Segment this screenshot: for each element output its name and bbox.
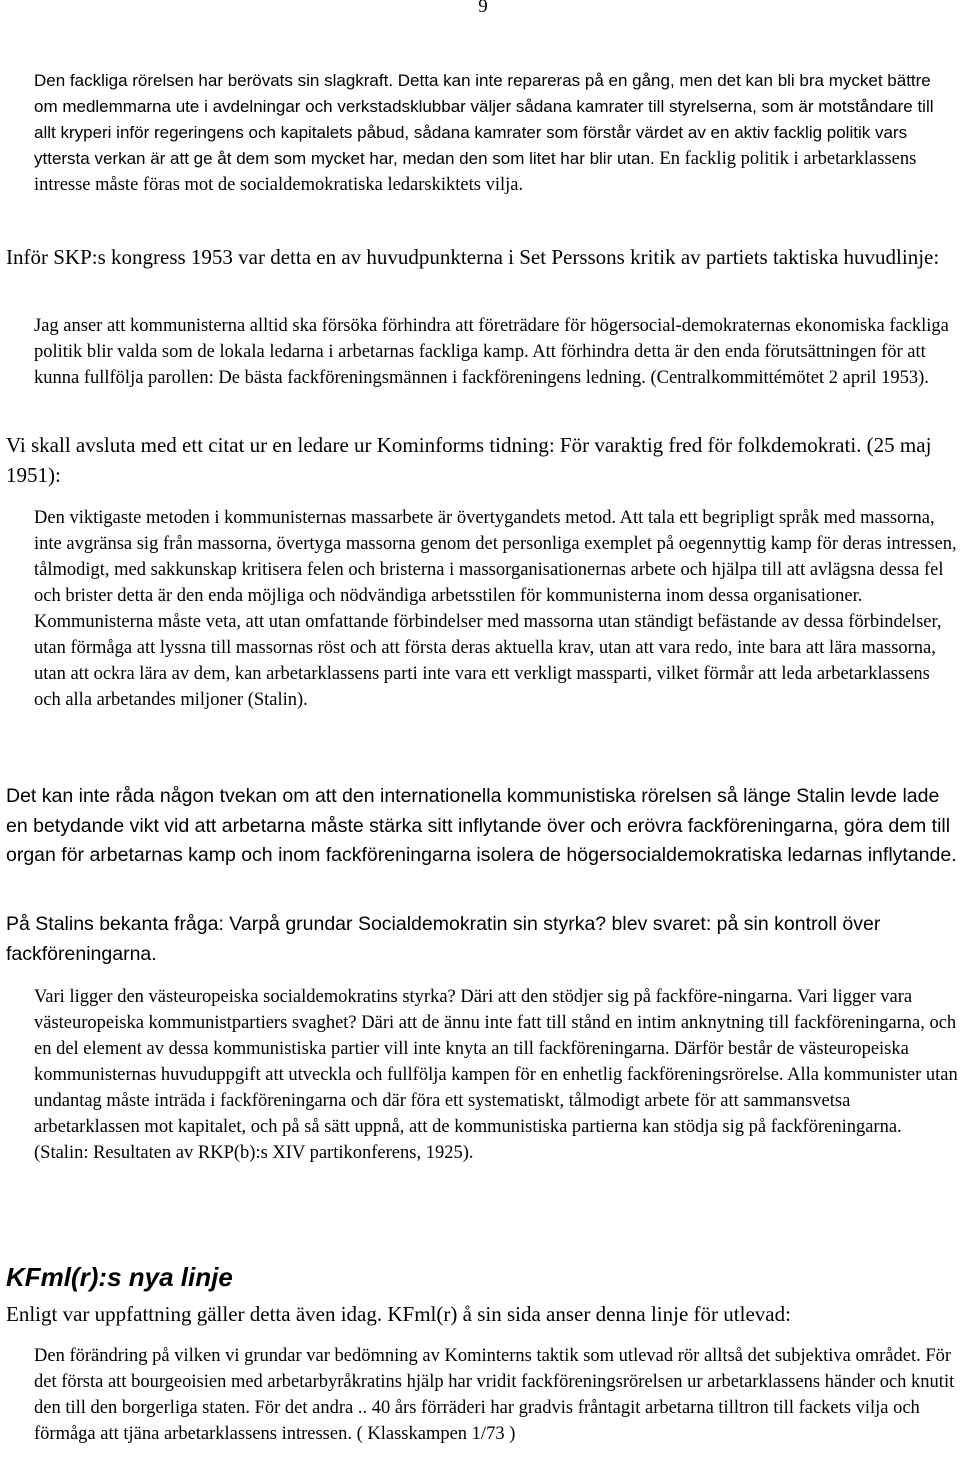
section-heading: KFml(r):s nya linje bbox=[6, 1262, 233, 1292]
quote-4-source: (Stalin: Resultaten av RKP(b):s XIV partikonferens, 1925). bbox=[34, 1143, 474, 1163]
paragraph-1: Inför SKP:s kongress 1953 var detta en av huvudpunkterna i Set Perssons kritik av partiets taktiska huvudlinje: bbox=[6, 245, 940, 269]
paragraph-4: På Stalins bekanta fråga: Varpå grundar Socialdemokratin sin styrka? blev svaret: på sin kontroll över fackföreningarna. bbox=[6, 913, 881, 965]
quote-block-4 bbox=[34, 984, 958, 1166]
quote-3-text: Den viktigaste metoden i kommunisternas massarbete är övertygandets metod. Att tala ett begripligt språk med massorna, inte avgränsa sig från massorna, övertyga massorna genom det personliga exemplet på oegennyttig kamp för deras intressen, tålmodigt, med sakkunskap kritisera felen och bristerna i massorganisationernas arbete och hjälpa till att avlägsna dessa fel och brister detta är den enda möjliga och nödvändiga arbetsstilen för kommunisterna inom dessa organisationer. Kommunisterna måste veta, att utan omfattande förbindelser med massorna utan ständigt befästande av dessa förbindelser, utan förmåga att lyssna till massornas röst och att första deras aktuella krav, utan att vara redo, inte bara att lära massorna, utan att ockra lära av dem, kan arbetarklassens parti inte vara ett verkligt massparti, vilket förmår att leda arbetarklassens och alla arbetandes miljoner (Stalin). bbox=[34, 508, 957, 710]
paragraph-5: Enligt var uppfattning gäller detta även idag. KFml(r) å sin sida anser denna linje för utlevad: bbox=[6, 1302, 791, 1326]
paragraph-3: Det kan inte råda någon tvekan om att den internationella kommunistiska rörelsen så länge Stalin levde lade en betydande vikt vid att arbetarna måste stärka sitt inflytande över och erövra fackföreningarna, göra dem till organ för arbetarnas kamp och inom fackföreningarna isolera de högersocialdemokratiska ledarnas inflytande. bbox=[6, 785, 957, 866]
paragraph-2: Vi skall avsluta med ett citat ur en ledare ur Kominforms tidning: För varaktig fred för folkdemokrati. (25 maj 1951): bbox=[6, 433, 932, 487]
quote-block-5 bbox=[34, 1343, 958, 1447]
quote-4-text: Vari ligger den västeuropeiska socialdemokratins styrka? Däri att den stödjer sig på fackföre-ningarna. Vari ligger vara västeuropeiska kommunistpartiers svaghet? Däri att de ännu inte fatt till stånd en intim anknytning till fackföreningarna, och en del element av dessa kommunistiska partier vill inte knyta an till fackföreningarna. Därför består de västeuropeiska kommunisternas huvuduppgift att utveckla och fullfölja kampen för en enhetlig fackföreningsrörelse. Alla kommunister utan undantag måste inträda i fackföreningarna och där föra ett systematiskt, tålmodigt arbete för att sammansvetsa arbetarklassen mot kapitalet, och på så sätt uppnå, att de kommunistiska partierna kan stödja sig på fackföreningarna. bbox=[34, 987, 958, 1137]
quote-2-text: Jag anser att kommunisterna alltid ska försöka förhindra att företrädare för högersocial-demokraternas ekonomiska fackliga politik blir valda som de lokala ledarna i arbetarnas fackliga kamp. Att förhindra detta är den enda förutsättningen för att kunna fullfölja parollen: De bästa fackföreningsmännen i fackföreningens ledning. bbox=[34, 316, 949, 388]
quote-block-1 bbox=[34, 68, 958, 198]
quote-block-2 bbox=[34, 313, 958, 391]
quote-1-serif-text: En facklig politik i arbetarklassens intresse måste föras mot de socialdemokratiska ledarskiktets vilja. bbox=[34, 149, 917, 195]
quote-5-text: Den förändring på vilken vi grundar var bedömning av Kominterns taktik som utlevad rör alltså det subjektiva området. För det första att bourgeoisien med arbetarbyråkratins hjälp har vridit fackföreningsrörelsen ur arbetarklassens händer och knutit den till den borgerliga staten. För det andra .. 40 års förräderi har gradvis fråntagit arbetarna tilltron till fackets vilja och förmåga att tjäna arbetarklassens intressen. bbox=[34, 1346, 955, 1444]
quote-2-source: (Centralkommittémötet 2 april 1953). bbox=[645, 368, 929, 388]
quote-block-3 bbox=[34, 505, 958, 713]
page-number: 9 bbox=[478, 0, 488, 17]
quote-5-source: ( Klasskampen 1/73 ) bbox=[351, 1424, 516, 1444]
quote-1-sans-text: Den fackliga rörelsen har berövats sin slagkraft. Detta kan inte repareras på en gång, men det kan bli bra mycket bättre om medlemmarna ute i avdelningar och verkstadsklubbar väljer sådana kamrater till styrelserna, som är motståndare till allt kryperi inför regeringens och kapitalets påbud, sådana kamrater som förstår värdet av en aktiv facklig politik vars yttersta verkan är att ge åt dem som mycket har, medan den som litet har blir utan. bbox=[34, 71, 934, 168]
